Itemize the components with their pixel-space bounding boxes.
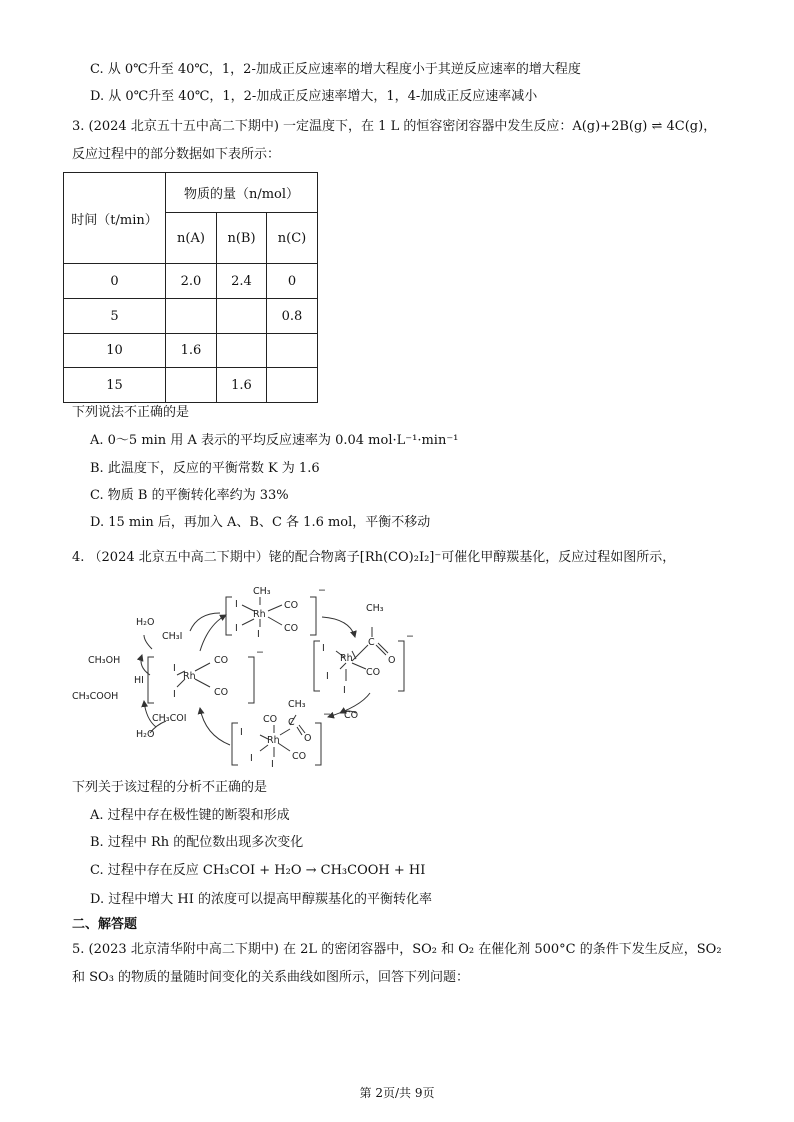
co-label: CO [214, 687, 229, 698]
cell: 1.6 [166, 334, 217, 368]
charge-label: − [323, 709, 331, 720]
cell [217, 299, 267, 334]
co-label: CO [263, 714, 278, 725]
species-label: H₂O [136, 617, 155, 628]
q4-option-a: A. 过程中存在极性键的断裂和形成 [90, 808, 290, 823]
cell: 10 [64, 334, 166, 368]
label: CH₃ [253, 586, 271, 597]
q2-option-d: D. 从 0℃升至 40℃，1，2-加成正反应速率增大，1，4-加成正反应速率减小 [90, 89, 538, 104]
table-row [64, 299, 318, 334]
i-label: I [173, 689, 176, 700]
q4-option-c: C. 过程中存在反应 CH₃COI + H₂O → CH₃COOH + HI [90, 863, 426, 878]
cell [166, 368, 217, 403]
cell [166, 299, 217, 334]
co-label: CO [214, 655, 229, 666]
label: CH₃ [288, 699, 306, 710]
q3-option-a: A. 0～5 min 用 A 表示的平均反应速率为 0.04 mol·L⁻¹·min⁻¹ [90, 433, 459, 448]
label: O [304, 733, 312, 744]
i-label: I [343, 685, 346, 696]
species-label: CH₃I [162, 631, 183, 642]
co-label: CO [284, 600, 299, 611]
header-time: 时间（t/min） [64, 173, 166, 264]
i-label: I [271, 759, 274, 770]
species-label: HI [134, 675, 144, 686]
co-label: CO [292, 751, 307, 762]
q3-option-b: B. 此温度下，反应的平衡常数 K 为 1.6 [90, 461, 320, 476]
co-label: CO [284, 623, 299, 634]
q3-stem-line2: 反应过程中的部分数据如下表所示： [72, 147, 281, 162]
cell: 5 [64, 299, 166, 334]
catalytic-cycle-diagram [60, 575, 480, 775]
cell: 15 [64, 368, 166, 403]
charge-label: − [318, 585, 326, 596]
table-row [64, 334, 318, 368]
rh-label: Rh [340, 653, 353, 664]
rh-label: Rh [183, 671, 196, 682]
header-nB: n(B) [217, 213, 267, 264]
i-label: I [250, 753, 253, 764]
cell [267, 368, 318, 403]
q4-ask: 下列关于该过程的分析不正确的是 [72, 780, 268, 795]
header-nC: n(C) [267, 213, 318, 264]
rh-label: Rh [253, 609, 266, 620]
table-row [64, 264, 318, 299]
charge-label: − [256, 647, 264, 658]
q3-stem-line1: 3. (2024 北京五十五中高二下期中) 一定温度下，在 1 L 的恒容密闭容器中发生反应：A(g)+2B(g) ⇌ 4C(g)， [72, 119, 717, 134]
i-label: I [257, 629, 260, 640]
i-label: I [240, 727, 243, 738]
i-label: I [326, 671, 329, 682]
q3-option-c: C. 物质 B 的平衡转化率约为 33% [90, 488, 289, 503]
i-label: I [235, 599, 238, 610]
charge-label: − [406, 631, 414, 642]
label: C [368, 637, 375, 648]
cell: 1.6 [217, 368, 267, 403]
q4-option-d: D. 过程中增大 HI 的浓度可以提高甲醇羰基化的平衡转化率 [90, 892, 432, 907]
cell [267, 334, 318, 368]
species-label: H₂O [136, 729, 155, 740]
species-label: CH₃COI [152, 713, 187, 724]
data-table [63, 172, 318, 403]
i-label: I [235, 623, 238, 634]
table-row [64, 368, 318, 403]
i-label: I [173, 663, 176, 674]
co-label: CO [344, 710, 359, 721]
label: C [288, 717, 295, 728]
cell: 0 [267, 264, 318, 299]
q2-option-c: C. 从 0℃升至 40℃，1，2-加成正反应速率的增大程度小于其逆反应速率的增大程度 [90, 62, 581, 77]
i-label: I [322, 643, 325, 654]
cell: 2.0 [166, 264, 217, 299]
cell: 0 [64, 264, 166, 299]
header-nA: n(A) [166, 213, 217, 264]
q3-option-d: D. 15 min 后，再加入 A、B、C 各 1.6 mol，平衡不移动 [90, 515, 431, 530]
rh-label: Rh [267, 735, 280, 746]
label: O [388, 655, 396, 666]
q3-ask: 下列说法不正确的是 [72, 405, 190, 420]
q5-stem-line2: 和 SO₃ 的物质的量随时间变化的关系曲线如图所示，回答下列问题： [72, 970, 470, 985]
co-label: CO [366, 667, 381, 678]
cell: 0.8 [267, 299, 318, 334]
cell [217, 334, 267, 368]
q5-stem-line1: 5. (2023 北京清华附中高二下期中) 在 2L 的密闭容器中，SO₂ 和 O₂ 在催化剂 500°C 的条件下发生反应，SO₂ [72, 942, 722, 957]
q4-option-b: B. 过程中 Rh 的配位数出现多次变化 [90, 835, 304, 850]
cell: 2.4 [217, 264, 267, 299]
label: CH₃ [366, 603, 384, 614]
species-label: CH₃COOH [72, 691, 119, 702]
header-amount: 物质的量（n/mol） [166, 173, 318, 213]
page-footer: 第 2页/共 9页 [359, 1086, 435, 1100]
q4-stem: 4. （2024 北京五中高二下期中）铑的配合物离子[Rh(CO)₂I₂]⁻可催化甲醇羰基化，反应过程如图所示， [72, 550, 676, 565]
section-heading: 二、解答题 [72, 917, 138, 932]
species-label: CH₃OH [88, 655, 121, 666]
